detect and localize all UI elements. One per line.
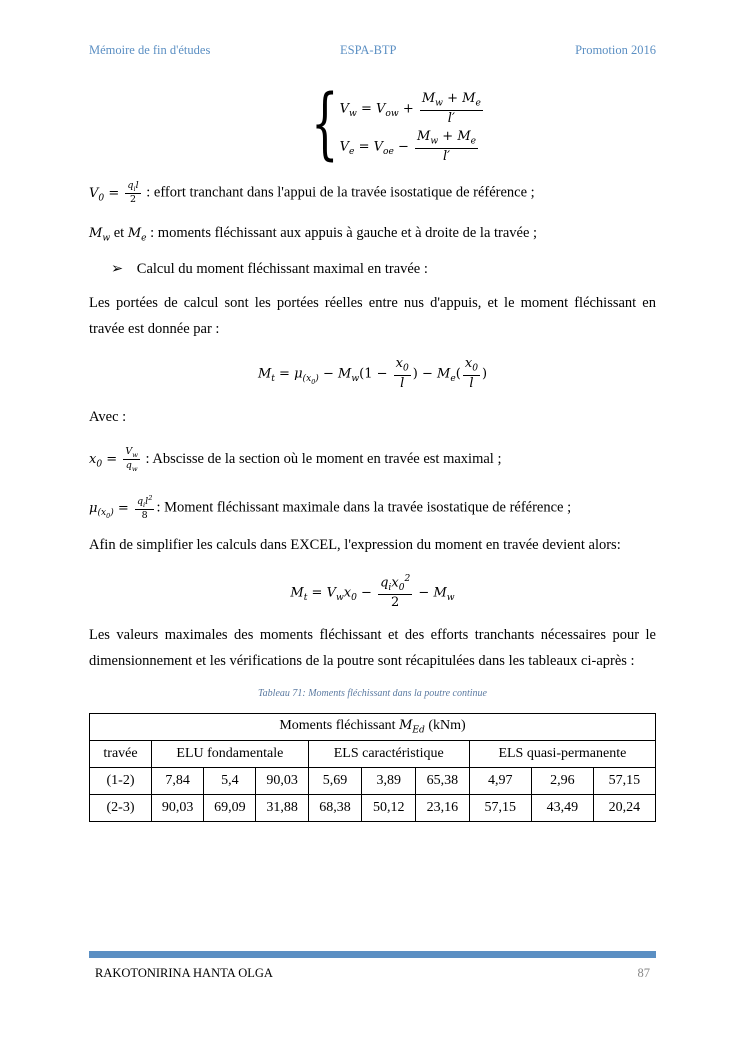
table-cell: 57,15 — [593, 768, 655, 795]
bullet-text: Calcul du moment fléchissant maximal en travée : — [136, 261, 428, 277]
header-cell: ELU fondamentale — [152, 741, 309, 768]
x0-description: : Abscisse de la section où le moment en travée est maximal ; — [145, 451, 502, 468]
bullet-item — [111, 259, 428, 279]
table-cell: 68,38 — [308, 795, 362, 822]
table-cell: 2,96 — [531, 768, 593, 795]
table-cell: 90,03 — [256, 768, 308, 795]
table-cell: 90,03 — [152, 795, 204, 822]
paragraph-summary — [89, 622, 656, 674]
table-cell: 3,89 — [362, 768, 416, 795]
mw-me-description: : moments fléchissant aux appuis à gauche et à droite de la travée ; — [150, 225, 538, 241]
mu-definition: $\mu_{(x_0)}$ = $\frac{q_il^2}{8}$ : Moment fléchissant maximale dans la travée isostatique de référence ; — [89, 494, 572, 522]
paragraph-line: dimensionnement et les vérifications de la poutre sont récapitulées dans les tableaux ci-après : — [89, 653, 635, 669]
equation-mt-general: $M_t = \mu_{(x_0)} - M_w(1$ − $\frac{x_0}{l}$ ) − $M_e$( $\frac{x_0}{l}$ ) — [257, 356, 488, 391]
header-cell: ELS caractéristique — [308, 741, 469, 768]
equation-mt-excel: $M_t = V_wx_0$ − $\frac{q_ix_0^2}{2}$ − $M_w$ — [290, 574, 455, 611]
table-row — [90, 795, 656, 822]
table-cell: 4,97 — [469, 768, 531, 795]
table-cell: (1-2) — [90, 768, 152, 795]
table-row — [90, 768, 656, 795]
table-header-row — [90, 741, 656, 768]
equation-system-shear — [300, 79, 485, 169]
table-title-row — [90, 714, 656, 741]
brace-symbol: { — [311, 79, 339, 169]
and-word: et — [113, 225, 125, 241]
table-cell: 5,4 — [204, 768, 256, 795]
arrow-bullet-icon: ➢ — [111, 261, 124, 277]
table-cell: 31,88 — [256, 795, 308, 822]
table-cell: 43,49 — [531, 795, 593, 822]
page-number: 87 — [637, 966, 650, 980]
header-right: Promotion 2016 — [575, 43, 656, 57]
paragraph-line: Les valeurs maximales des moments fléchissant et des efforts tranchants nécessaires pour le — [89, 627, 656, 643]
paragraph-span-definition — [89, 290, 656, 342]
table-cell: 50,12 — [362, 795, 416, 822]
table-cell: 5,69 — [308, 768, 362, 795]
paragraph-line: travée est donnée par : — [89, 321, 220, 337]
header-cell: travée — [90, 741, 152, 768]
paragraph-excel: Afin de simplifier les calculs dans EXCEL, l'expression du moment en travée devient alors: — [89, 537, 621, 553]
equation-ve: $V_e = V_{oe}$ − $\frac{M_w + M_e}{l'}$ — [339, 129, 477, 164]
table-cell: (2-3) — [90, 795, 152, 822]
table-cell: 69,09 — [204, 795, 256, 822]
header-cell: ELS quasi-permanente — [469, 741, 655, 768]
footer-divider — [89, 951, 656, 958]
equation-vw: $V_w = V_{ow}$ + $\frac{M_w + M_e}{l'}$ — [339, 90, 481, 126]
moments-table — [89, 713, 656, 822]
footer-author: RAKOTONIRINA HANTA OLGA — [95, 966, 273, 980]
v0-definition: $V_0$ = $\frac{q_il}{2}$ : effort tranchant dans l'appui de la travée isostatique de référence ; — [89, 180, 535, 206]
table-cell: 57,15 — [469, 795, 531, 822]
table-cell: 7,84 — [152, 768, 204, 795]
header-left: Mémoire de fin d'études — [89, 43, 211, 57]
avec-label: Avec : — [89, 409, 127, 425]
x0-definition: $x_0$ = $\frac{V_w}{q_w}$ : Abscisse de la section où le moment en travée est maximal ; — [89, 446, 502, 474]
table-cell: 23,16 — [416, 795, 470, 822]
table-title: Moments fléchissant $M_{Ed}$ (kNm) — [90, 714, 656, 741]
paragraph-line: Les portées de calcul sont les portées réelles entre nus d'appuis, et le moment fléchissant en — [89, 295, 656, 311]
table-cell: 65,38 — [416, 768, 470, 795]
table-cell: 20,24 — [593, 795, 655, 822]
table-caption: Tableau 71: Moments fléchissant dans la poutre continue — [258, 688, 487, 699]
v0-description: : effort tranchant dans l'appui de la travée isostatique de référence ; — [146, 184, 535, 201]
header-center: ESPA-BTP — [340, 43, 397, 57]
mu-description: : Moment fléchissant maximale dans la travée isostatique de référence ; — [156, 499, 572, 516]
mw-me-definition: $M_w$ et $M_e$ : moments fléchissant aux appuis à gauche et à droite de la travée ; — [89, 225, 538, 244]
